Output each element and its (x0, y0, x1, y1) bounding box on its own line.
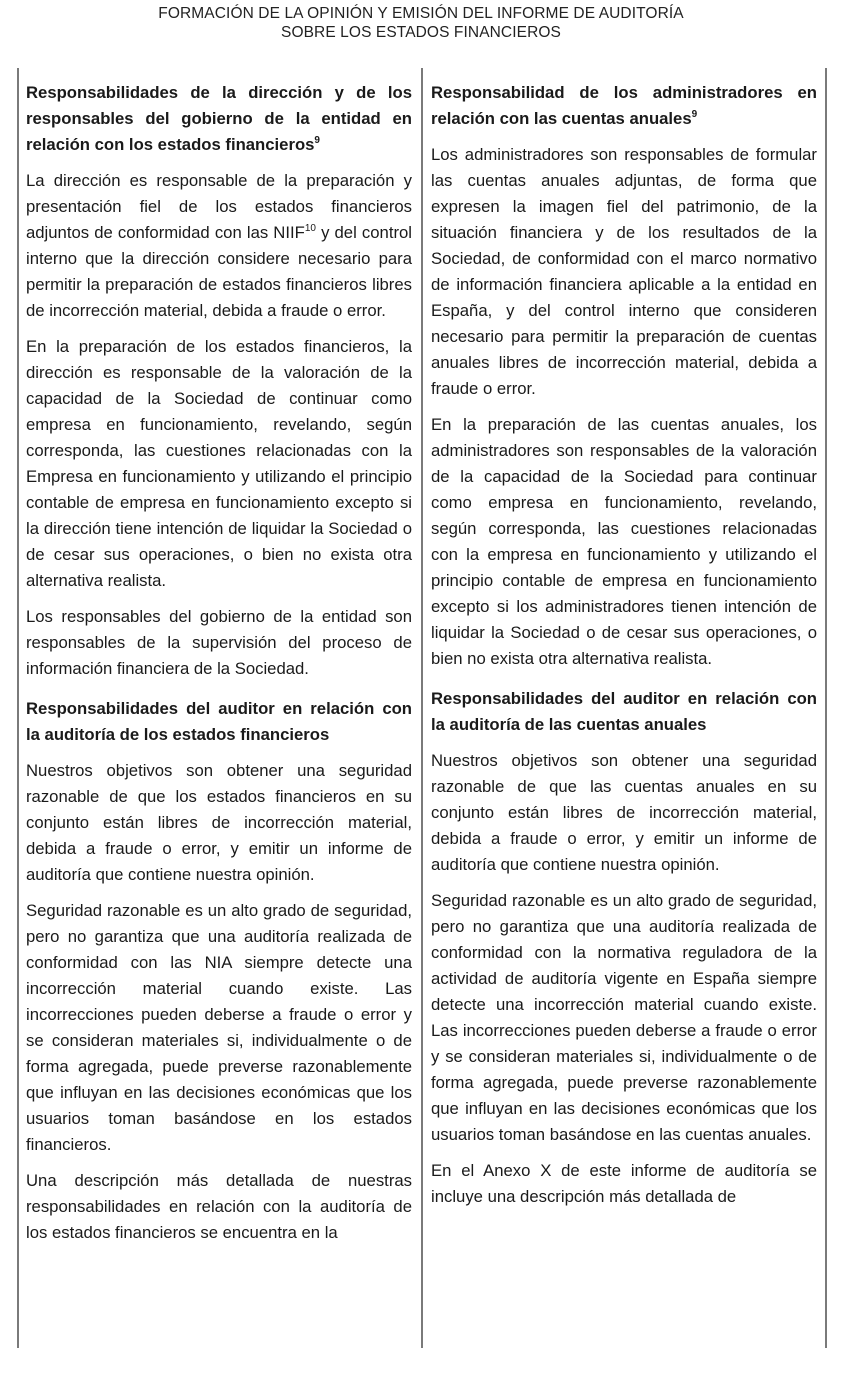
right-column (431, 80, 817, 1220)
left-paragraph-5: Seguridad razonable es un alto grado de seguridad, pero no garantiza que una auditoría realizada de conformidad con las NIA siempre detecte una incorrección material cuando existe. Las incorrecciones pueden deberse a fraude o error y se consideran materiales si, individualmente o de forma agregada, puede preverse razonablemente que influyan en las decisiones económicas que los usuarios toman basándose en los estados financieros. (26, 901, 412, 1154)
right-paragraph-3: Nuestros objetivos son obtener una seguridad razonable de que las cuentas anuales en su conjunto están libres de incorrección material, debida a fraude o error, y emitir un informe de auditoría que contiene nuestra opinión. (431, 751, 817, 874)
left-paragraph-3: Los responsables del gobierno de la entidad son responsables de la supervisión del proceso de información financiera de la Sociedad. (26, 607, 412, 678)
left-heading-management-responsibilities: Responsabilidades de la dirección y de los responsables del gobierno de la entidad en relación con los estados financieros$^9$ (26, 83, 412, 154)
footnote-ref: 9 (691, 109, 698, 120)
left-paragraph-4: Nuestros objetivos son obtener una seguridad razonable de que los estados financieros en su conjunto están libres de incorrección material, debida a fraude o error, y emitir un informe de auditoría que contiene nuestra opinión. (26, 761, 412, 884)
page-header (0, 4, 842, 42)
center-divider-rule (421, 68, 423, 1348)
right-border-rule (825, 68, 827, 1348)
right-paragraph-5: En el Anexo X de este informe de auditoría se incluye una descripción más detallada de (431, 1161, 817, 1206)
right-paragraph-1: Los administradores son responsables de formular las cuentas anuales adjuntas, de forma que expresen la imagen fiel del patrimonio, de la situación financiera y de los resultados de la Sociedad, de conformidad con el marco normativo de información financiera aplicable a la entidad en España, y del control interno que consideren necesario para permitir la preparación de cuentas anuales libres de incorrección material, debida a fraude o error. (431, 145, 817, 398)
header-line-1: FORMACIÓN DE LA OPINIÓN Y EMISIÓN DEL INFORME DE AUDITORÍA (158, 5, 684, 22)
left-paragraph-6: Una descripción más detallada de nuestras responsabilidades en relación con la auditoría de los estados financieros se encuentra en la (26, 1171, 412, 1242)
right-paragraph-4: Seguridad razonable es un alto grado de seguridad, pero no garantiza que una auditoría realizada de conformidad con la normativa reguladora de la actividad de auditoría vigente en España siempre detecte una incorrección material cuando existe. Las incorrecciones pueden deberse a fraude o error y se consideran materiales si, individualmente o de forma agregada, puede preverse razonablemente que influyan en las decisiones económicas que los usuarios toman basándose en las cuentas anuales. (431, 891, 817, 1144)
right-paragraph-2: En la preparación de las cuentas anuales, los administradores son responsables de la valoración de la capacidad de la Sociedad para continuar como empresa en funcionamiento, revelando, según corresponda, las cuestiones relacionadas con la empresa en funcionamiento y utilizando el principio contable de empresa en funcionamiento excepto si los administradores tienen intención de liquidar la Sociedad o de cesar sus operaciones, o bien no exista otra alternativa realista. (431, 415, 817, 668)
right-heading-administrators-responsibility: Responsabilidad de los administradores en relación con las cuentas anuales$^9$ (431, 83, 817, 128)
footnote-ref: 10 (304, 223, 316, 234)
left-paragraph-2: En la preparación de los estados financieros, la dirección es responsable de la valoración de la capacidad de la Sociedad de continuar como empresa en funcionamiento, revelando, según corresponda, las cuestiones relacionadas con la Empresa en funcionamiento y utilizando el principio contable de empresa en funcionamiento excepto si la dirección tiene intención de liquidar la Sociedad o de cesar sus operaciones, o bien no exista otra alternativa realista. (26, 337, 412, 590)
left-heading-auditor-responsibilities: Responsabilidades del auditor en relación con la auditoría de los estados financieros (26, 699, 412, 744)
left-column (26, 80, 412, 1256)
header-line-2: SOBRE LOS ESTADOS FINANCIEROS (281, 24, 561, 41)
left-paragraph-1: La dirección es responsable de la preparación y presentación fiel de los estados financieros adjuntos de conformidad con las NIIF$^{10}$ y del control interno que la dirección considere necesario para permitir la preparación de estados financieros libres de incorrección material, debida a fraude o error. (26, 171, 413, 320)
footnote-ref: 9 (314, 135, 320, 146)
left-border-rule (17, 68, 19, 1348)
right-heading-auditor-responsibilities: Responsabilidades del auditor en relación con la auditoría de las cuentas anuales (431, 689, 817, 734)
